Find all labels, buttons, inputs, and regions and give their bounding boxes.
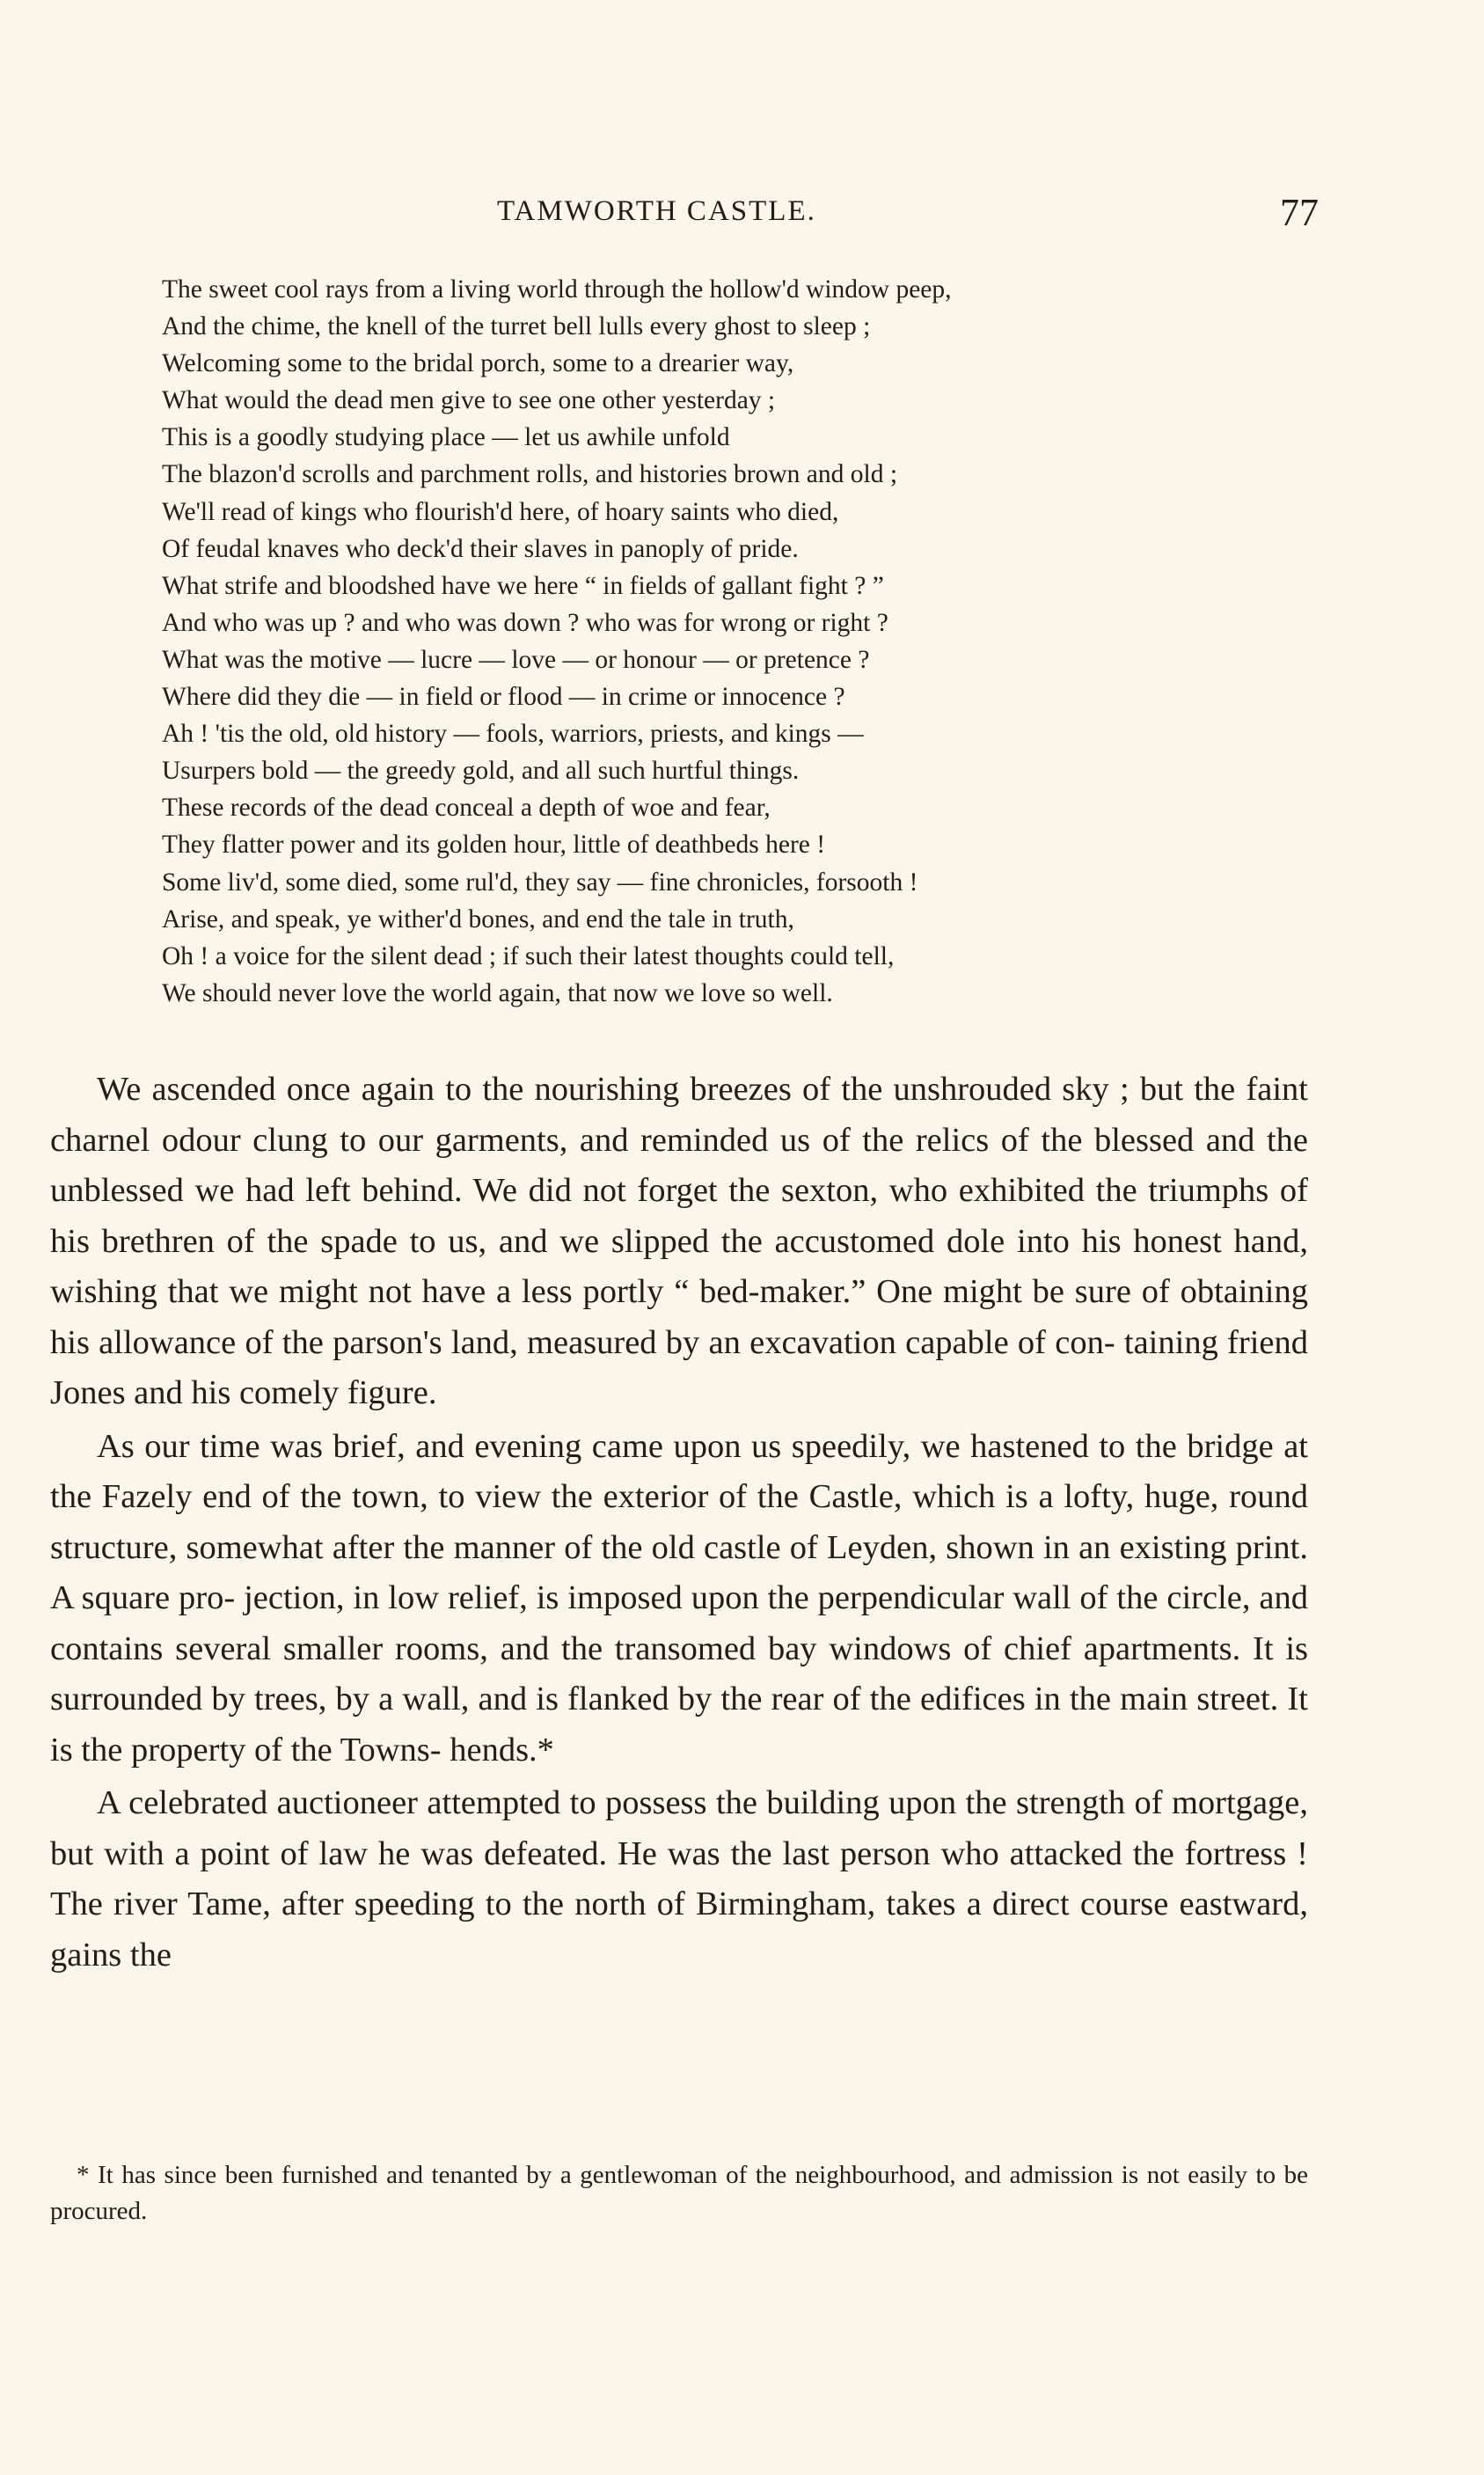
poem-line: We'll read of kings who flourish'd here, of hoary saints who died,: [162, 497, 839, 526]
poem-line: Ah ! 'tis the old, old history — fools, warriors, priests, and kings —: [162, 720, 864, 749]
running-header: [0, 191, 1484, 239]
running-title: TAMWORTH CASTLE.: [497, 195, 816, 227]
poem-line: What strife and bloodshed have we here “ in fields of gallant fight ? ”: [162, 571, 884, 600]
poem-line: We should never love the world again, that now we love so well.: [162, 978, 833, 1007]
poem-line: Usurpers bold — the greedy gold, and all such hurtful things.: [162, 757, 800, 786]
poem-line: And who was up ? and who was down ? who was for wrong or right ?: [162, 608, 888, 637]
poem-line: They flatter power and its golden hour, little of deathbeds here !: [162, 831, 826, 860]
poem-line: Of feudal knaves who deck'd their slaves in panoply of pride.: [162, 534, 799, 563]
poem-line: The blazon'd scrolls and parchment rolls, and histories brown and old ;: [162, 460, 898, 489]
poem-line: This is a goodly studying place — let us awhile unfold: [162, 423, 730, 452]
paragraph: We ascended once again to the nourishing breezes of the unshrouded sky ; but the faint charnel odour clung to our garments, and reminded us of the relics of the blessed and the unblessed we had left behind. We did not forget the sexton, who exhibited the triumphs of his brethren of the spade to us, and we slipped the accustomed dole into his honest hand, wishing that we might not have a less portly “ bed-maker.” One might be sure of obtaining his allowance of the parson's land, measured by an excavation capable of con- taining friend Jones and his comely figure.: [50, 1071, 1308, 1411]
paragraph: A celebrated auctioneer attempted to possess the building upon the strength of mortgage, but with a point of law he was defeated. He was the last person who attacked the fortress ! The river Tame, after speeding to the north of Birmingham, takes a direct course eastward, gains the: [50, 1784, 1308, 1973]
poem-line: What would the dead men give to see one other yesterday ;: [162, 386, 776, 415]
poem-line: Welcoming some to the bridal porch, some to a drearier way,: [162, 349, 794, 378]
poem-line: Some liv'd, some died, some rul'd, they say — fine chronicles, forsooth !: [162, 868, 918, 897]
poem-line: What was the motive — lucre — love — or honour — or pretence ?: [162, 645, 870, 674]
poem-line: Where did they die — in field or flood — in crime or innocence ?: [162, 683, 845, 712]
body-text: [50, 1065, 1308, 1983]
poem-line: Arise, and speak, ye wither'd bones, and end the tale in truth,: [162, 904, 794, 934]
page-number: 77: [1280, 191, 1319, 234]
footnote: * It has since been furnished and tenanted by a gentlewoman of the neighbourhood, and admission is not easily to be procured.: [50, 2161, 1308, 2225]
poem-line: Oh ! a voice for the silent dead ; if such their latest thoughts could tell,: [162, 941, 895, 970]
poem-line: The sweet cool rays from a living world through the hollow'd window peep,: [162, 275, 952, 304]
poem: [162, 271, 1332, 1012]
paragraph: As our time was brief, and evening came upon us speedily, we hastened to the bridge at the Fazely end of the town, to view the exterior of the Castle, which is a lofty, huge, round structure, somewhat after the manner of the old castle of Leyden, shown in an existing print. A square pro- jection, in low relief, is imposed upon the perpendicular wall of the circle, and contains several smaller rooms, and the transomed bay windows of chief apartments. It is surrounded by trees, by a wall, and is flanked by the rear of the edifices in the main street. It is the property of the Towns- hends.*: [50, 1427, 1308, 1768]
poem-line: And the chime, the knell of the turret bell lulls every ghost to sleep ;: [162, 312, 871, 341]
poem-line: These records of the dead conceal a depth of woe and fear,: [162, 794, 771, 823]
